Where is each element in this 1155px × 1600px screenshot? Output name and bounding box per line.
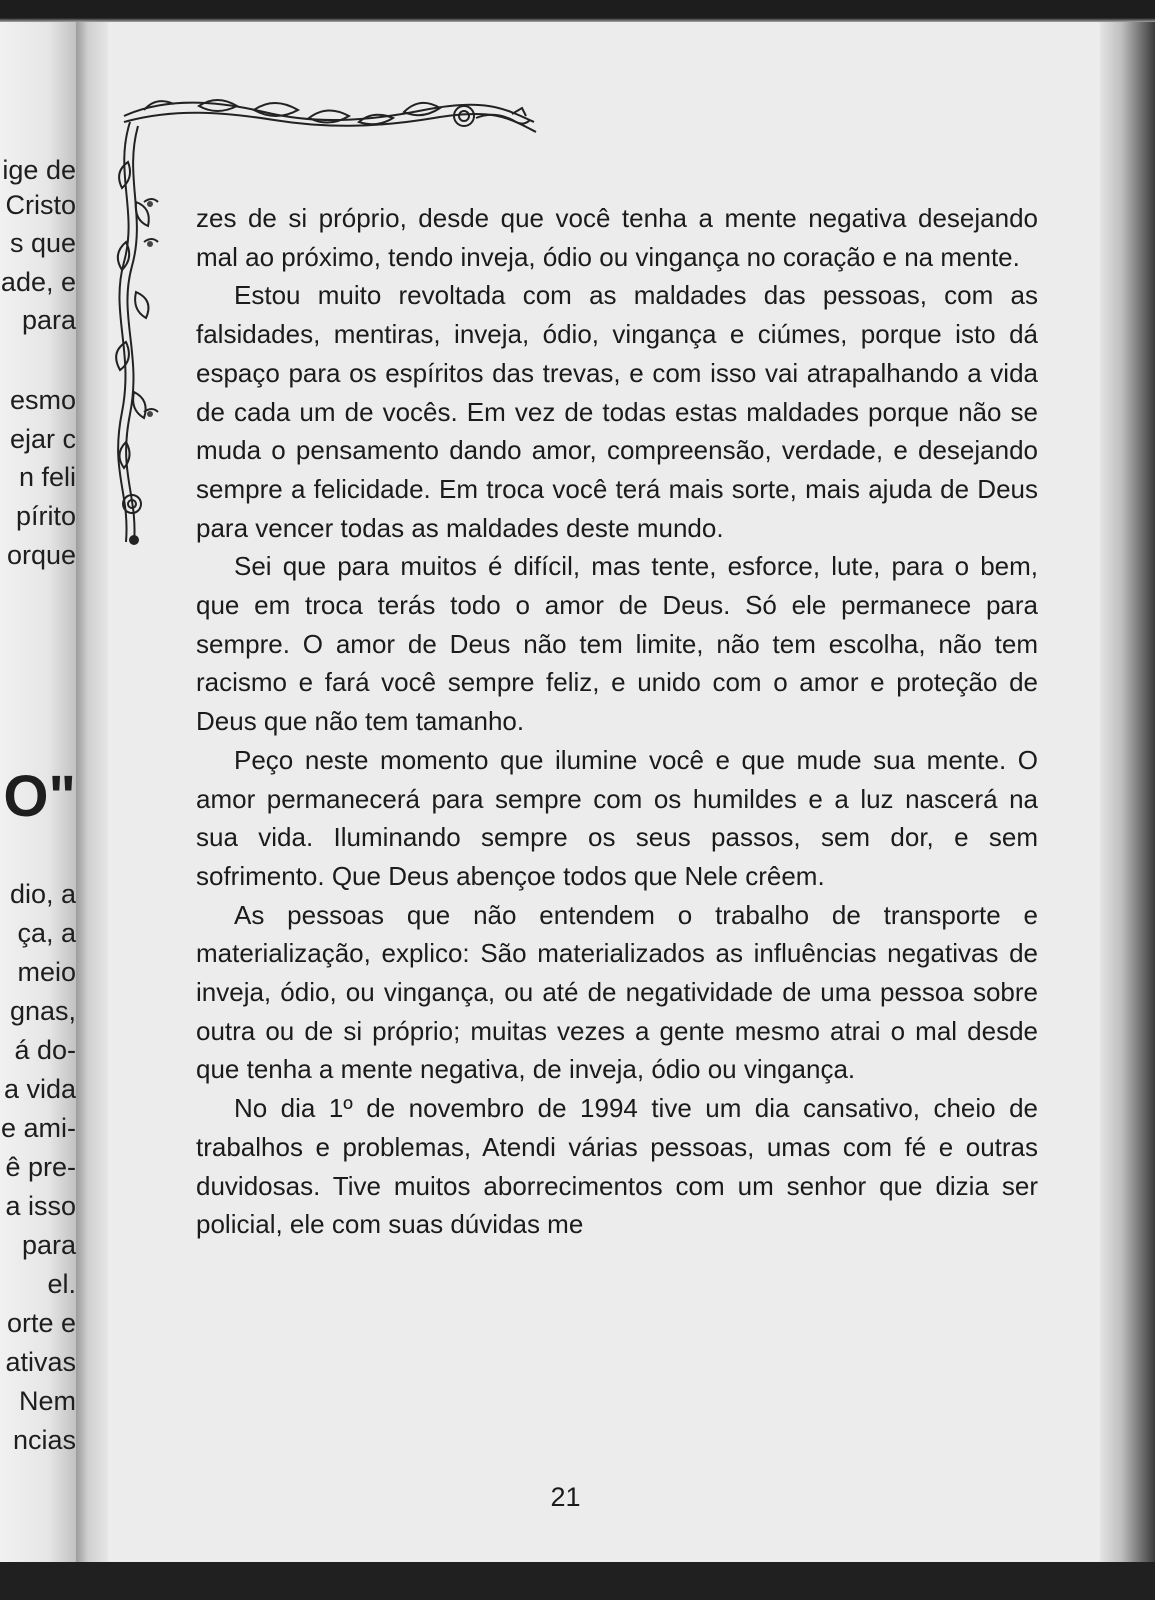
- page-number: 21: [550, 1482, 581, 1512]
- left-page-line: a vida: [3, 1074, 76, 1104]
- left-page-line: gnas,: [9, 996, 76, 1026]
- left-page-line: pírito: [15, 501, 76, 531]
- left-page-line: para: [21, 305, 76, 335]
- left-page-line: n feli: [18, 462, 76, 492]
- left-page-line: orque: [6, 540, 76, 570]
- left-page-line: meio: [17, 957, 76, 987]
- left-page-line: dio, a: [9, 879, 76, 909]
- left-page-line: esmo: [9, 385, 76, 415]
- paragraph: As pessoas que não entendem o trabalho de transporte e materialização, explico: São materializados as influências negativas de inveja, ódio, ou vingança, ou até de negatividade de uma pessoa sobre outra ou de si próprio; muitas vezes a gente mesmo atrai o mal desde que tenha a mente negativa, de inveja, ódio ou vingança.: [196, 899, 1038, 1085]
- left-page-line: ncias: [12, 1425, 76, 1455]
- left-page-line: e ami-: [0, 1113, 76, 1143]
- page-edge-shadow: [1100, 22, 1155, 1562]
- left-page-line: s que: [9, 228, 76, 258]
- left-page-line: á do-: [14, 1035, 76, 1065]
- paragraph: Estou muito revoltada com as maldades das pessoas, com as falsidades, mentiras, inveja, ódio, vingança e ciúmes, porque isto dá espaço para os espíritos das trevas, e com isso vai atrapalhando a vida de cada um de vocês. Em vez de todas estas maldades porque não se muda o pensamento dando amor, compreensão, verdade, e desejando sempre a felicidade. Em troca você terá mais sorte, mais ajuda de Deus para vencer todas as maldades deste mundo.: [196, 280, 1038, 543]
- left-page-line: Cristo: [5, 190, 76, 220]
- left-page-line: ê pre-: [5, 1152, 76, 1182]
- left-page-line: ade, e: [0, 267, 76, 297]
- left-page-heading: O": [3, 767, 76, 827]
- paragraph: No dia 1º de novembro de 1994 tive um dia cansativo, cheio de trabalhos e problemas, Atendi várias pessoas, umas com fé e outras duvidosas. Tive muitos aborrecimentos com um senhor que dizia ser policial, ele com suas dúvidas me: [196, 1093, 1038, 1240]
- left-page-line: el.: [47, 1269, 76, 1299]
- paragraph: Sei que para muitos é difícil, mas tente, esforce, lute, para o bem, que em troca terás todo o amor de Deus. Só ele permanece para sempre. O amor de Deus não tem limite, não tem escolha, não tem racismo e fará você sempre feliz, e unido com o amor e proteção de Deus que não tem tamanho.: [196, 551, 1038, 737]
- left-page-line: a isso: [5, 1191, 76, 1221]
- left-page-line: orte e: [6, 1308, 76, 1338]
- left-page-line: Nem: [18, 1386, 76, 1416]
- left-page-fragment: [0, 22, 80, 1562]
- left-page-line: para: [21, 1230, 76, 1260]
- scan-background: [0, 1562, 1155, 1600]
- left-page-line: ige de: [2, 155, 76, 185]
- left-page-line: ça, a: [17, 918, 76, 948]
- body-text: [196, 199, 1038, 1244]
- paragraph: Peço neste momento que ilumine você e que mude sua mente. O amor permanecerá para sempre com os humildes e a luz nascerá na sua vida. Iluminando sempre os seus passos, sem dor, e sem sofrimento. Que Deus abençoe todos que Nele crêem.: [196, 744, 1038, 891]
- left-page-line: ativas: [5, 1347, 76, 1377]
- paragraph: zes de si próprio, desde que você tenha a mente negativa desejando mal ao próximo, tendo inveja, ódio ou vingança no coração e na mente.: [196, 203, 1038, 272]
- left-page-line: ejar c: [9, 424, 76, 454]
